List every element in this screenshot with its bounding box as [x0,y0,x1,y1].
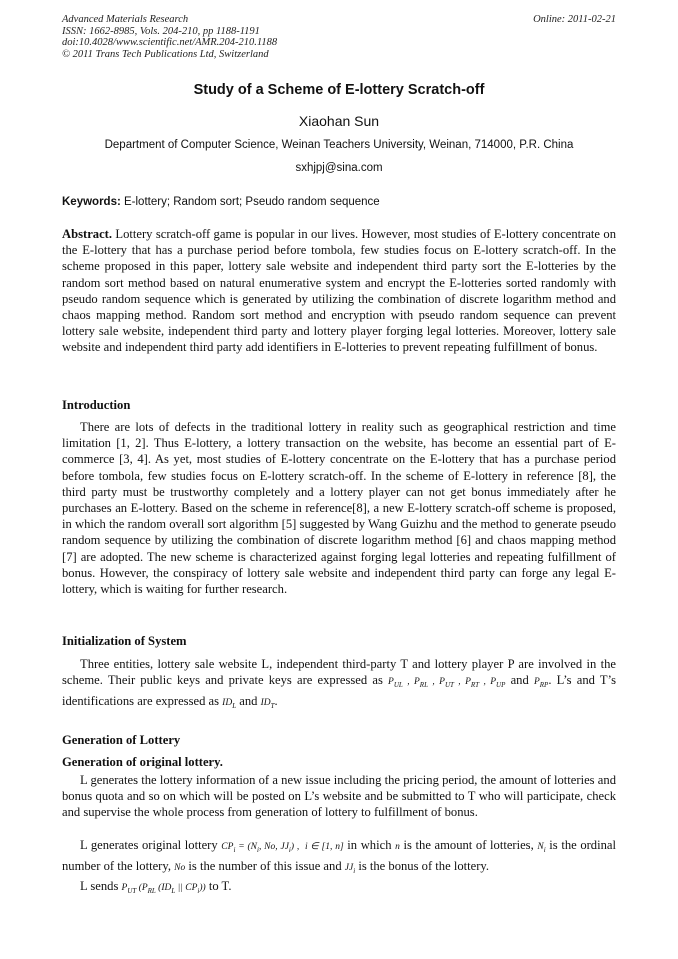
section-heading-generation: Generation of Lottery [62,733,181,747]
keywords [62,196,616,208]
generation-paragraph-1: L generates the lottery information of a new issue including the pricing period, the amount of lotteries and bonus quota and so on which will be posted on L’s website and be submitted to T who will participate, check and supervise the whole process from generation of lottery to fulfillment of bonus. [62,773,616,820]
abstract-text: Lottery scratch-off game is popular in our lives. However, most studies of E-lottery concentrate on the E-lottery that has a purchase period before tombola, few studies focus on E-lottery scratch-off. In the scheme proposed in this paper, lottery sale website and independent third party sort the E-lotteries by the random sort method based on natural enumerative system and encrypt the E-lotteries sorted randomly with pseudo random sequence which is generated by utilizing the combination of discrete logarithm method and chaos mapping method. Random sort method and encryption with pseudo random sequence can prevent lottery sale website, independent third party and lottery player forging legal lotteries. Moreover, lottery sale website and independent third party add identifiers in E-lotteries to prevent repeating fulfillment of bonus. [62,227,616,355]
generation-paragraph-3 [62,878,616,899]
introduction-paragraph: There are lots of defects in the traditional lottery in reality such as geographical restriction and time limitation [1, 2]. Thus E-lottery, a lottery transaction on the website, has become an essential part of E-commerce [3, 4]. As yet, most studies of E-lottery concentrate on the E-lottery that has a purchase period before tombola, few studies focus on E-lottery scratch-off. In the scheme of E-lottery in reference [8], the third party must be trustworthy completely and a lottery player can not get bonus immediately after he purchases an E-lottery. Based on the scheme in reference[8], a new E-lottery scratch-off scheme is proposed, in which the random overall sort algorithm [5] suggested by Wang Guizhu and the method to generate pseudo random sequence by utilizing the combination of discrete logarithm method [6] and chaos mapping method [7] are adopted. The new scheme is characterized against forging legal lotteries and repeating fulfillment of bonus. However, the conspiracy of lottery sale website and independent third party can forge any legal E-lottery, which is waiting for further research. [62,420,616,597]
abstract-label: Abstract. [62,227,113,241]
section-heading-introduction: Introduction [62,398,131,412]
abstract [62,226,616,356]
private-key-notation: $P_{RP}$ [533,677,549,690]
id-l-notation: $ID_L$ [222,698,237,711]
online-date: Online: 2011-02-21 [533,14,616,25]
initialization-and-2: and [239,694,258,709]
author: Xiaohan Sun [298,113,380,129]
generation-text-f: is the bonus of the lottery. [358,859,490,874]
generation-send-text: L sends [80,879,119,893]
initialization-text-2: . L’s and T’s identifications are expressed as [62,673,616,709]
jj-symbol: $JJ_i$ [344,863,356,875]
section-heading-initialization: Initialization of System [62,634,187,648]
generation-text-d: is the ordinal number of the lottery, [62,838,616,874]
send-formula: $P_{UT}$ ($P_{RL}$ ($ID_L$ || $CP_i$)) [121,883,206,895]
initialization-end: . [274,694,278,709]
copyright: © 2011 Trans Tech Publications Ltd, Switzerland [62,48,269,60]
journal-name: Advanced Materials Research [62,14,189,25]
generation-text-e: is the number of this issue and [188,859,342,874]
initialization-paragraph [62,656,616,714]
key-notation: $P_{UL}$ , $P_{RL}$ , $P_{UT}$ , $P_{RT}$ , $P_{UP}$ [388,677,506,690]
generation-text-c: is the amount of lotteries, [403,838,534,852]
no-symbol: No [174,863,186,874]
initialization-and-1: and [510,673,529,688]
paper-title: Study of a Scheme of E-lottery Scratch-off [193,82,485,98]
generation-text-a: L generates original lottery [80,838,218,852]
n-symbol: n [395,842,400,852]
generation-paragraph-2 [62,837,616,879]
ni-symbol: $N_i$ [537,842,546,854]
generation-text-b: in which [347,838,392,852]
email: sxhjpj@sina.com [295,162,383,174]
id-t-notation: $ID_T$ [260,698,275,711]
issn: ISSN: 1662-8985, Vols. 204-210, pp 1188-1191 [62,25,260,37]
original-lottery-formula: $CP_i = (N_i$, No, $JJ_i$) , i ∈ [1, n] [221,842,344,854]
initialization-text-1: Three entities, lottery sale website L, independent third-party T and lottery player P are involved in the scheme. Their public keys and private keys are expressed as [62,657,616,688]
generation-send-end: to T. [208,879,232,893]
affiliation: Department of Computer Science, Weinan Teachers University, Weinan, 714000, P.R. China [104,139,574,151]
subsection-heading-original-lottery: Generation of original lottery. [62,755,223,769]
keywords-label: Keywords: [62,196,121,208]
doi: doi:10.4028/www.scientific.net/AMR.204-210.1188 [62,37,278,48]
keywords-text: E-lottery; Random sort; Pseudo random sequence [124,196,380,208]
journal-header [62,14,616,60]
